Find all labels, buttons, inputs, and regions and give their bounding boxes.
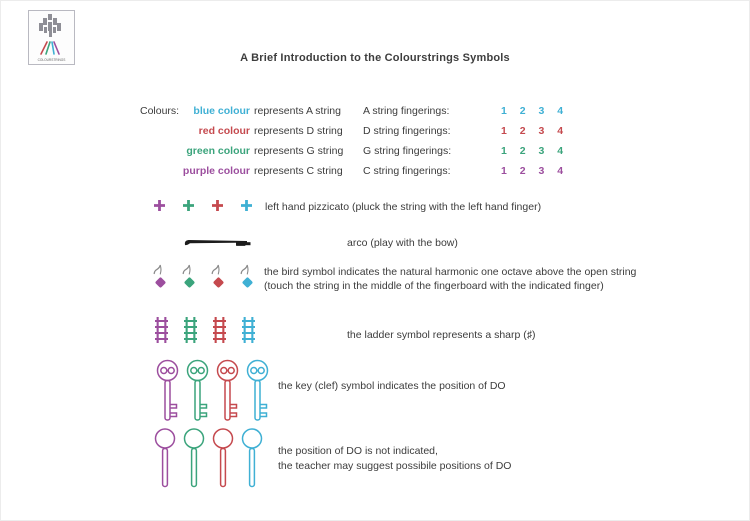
bird-symbols [152, 263, 256, 289]
ladder-symbols [155, 317, 255, 343]
bird-harmonic-icon [210, 263, 227, 289]
fingerings-label: G string fingerings: [363, 145, 452, 157]
colour-rest: represents G string [254, 145, 344, 157]
colour-row-g [134, 145, 343, 157]
colours-label: Colours: [140, 105, 180, 117]
do-pin-icon [211, 428, 235, 488]
colour-phrase: red colour [198, 125, 250, 137]
fingerings-label: A string fingerings: [363, 105, 450, 117]
ladder-sharp-icon [242, 317, 255, 343]
fingerings-row-a [363, 105, 563, 117]
bird-harmonic-icon [152, 263, 169, 289]
key-clef-icon [184, 359, 211, 422]
colour-row-a [134, 105, 341, 117]
do-pin-caption-line2: the teacher may suggest possibile positions of DO [278, 460, 512, 472]
colour-row-c [134, 165, 343, 177]
ladder-sharp-icon [213, 317, 226, 343]
key-caption: the key (clef) symbol indicates the position of DO [278, 380, 506, 392]
do-pin-caption [278, 444, 511, 474]
bird-caption-line1: the bird symbol indicates the natural harmonic one octave above the open string [264, 266, 637, 278]
do-pin-icon [182, 428, 206, 488]
fingerings-numbers: 1 2 3 4 [501, 125, 564, 137]
plus-icon [212, 200, 223, 211]
plus-icon [154, 200, 165, 211]
key-clef-icon [244, 359, 271, 422]
fingerings-numbers: 1 2 3 4 [501, 145, 564, 157]
ladder-sharp-icon [184, 317, 197, 343]
bird-caption-line2: (touch the string in the middle of the fingerboard with the indicated finger) [264, 280, 604, 292]
colour-rest: represents A string [254, 105, 341, 117]
fingerings-row-c [363, 165, 563, 177]
fingerings-row-d [363, 125, 563, 137]
bird-caption [264, 265, 636, 293]
plus-icon [183, 200, 194, 211]
fingerings-label: C string fingerings: [363, 165, 451, 177]
colour-rest: represents C string [254, 165, 343, 177]
bird-harmonic-icon [239, 263, 256, 289]
do-pin-caption-line1: the position of DO is not indicated, [278, 445, 438, 457]
colour-phrase: green colour [186, 145, 250, 157]
pizzicato-caption: left hand pizzicato (pluck the string with the left hand finger) [265, 201, 542, 213]
do-pin-icon [240, 428, 264, 488]
colour-phrase: purple colour [182, 165, 250, 177]
bow-icon [183, 236, 253, 248]
fingerings-numbers: 1 2 3 4 [501, 105, 564, 117]
do-pin-icon [153, 428, 177, 488]
pin-symbols [153, 428, 264, 488]
arco-caption: arco (play with the bow) [347, 237, 458, 249]
fingerings-numbers: 1 2 3 4 [501, 165, 564, 177]
colour-rest: represents D string [254, 125, 343, 137]
ladder-sharp-icon [155, 317, 168, 343]
fingerings-row-g [363, 145, 563, 157]
key-symbols [154, 359, 271, 422]
page-title: A Brief Introduction to the Colourstrings Symbols [240, 52, 510, 64]
pizzicato-symbols [154, 200, 252, 211]
fingerings-label: D string fingerings: [363, 125, 451, 137]
plus-icon [241, 200, 252, 211]
key-clef-icon [154, 359, 181, 422]
colour-row-d [134, 125, 343, 137]
key-clef-icon [214, 359, 241, 422]
colour-phrase: blue colour [193, 105, 250, 117]
ladder-caption: the ladder symbol represents a sharp (♯) [347, 329, 536, 341]
logo-caption: COLOURSTRINGS [37, 58, 66, 62]
bird-harmonic-icon [181, 263, 198, 289]
